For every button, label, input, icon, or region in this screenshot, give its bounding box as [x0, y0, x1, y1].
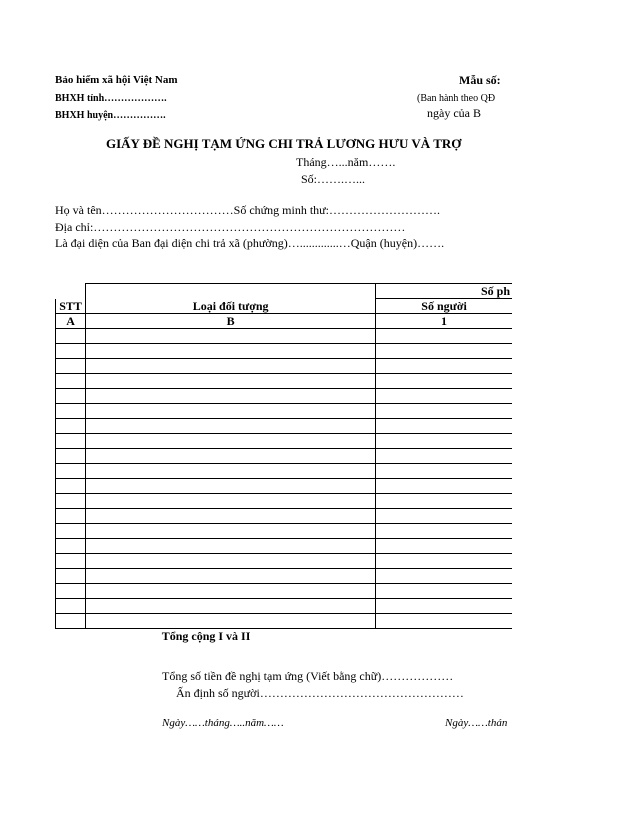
date-left: Ngày……tháng…..năm……: [162, 717, 284, 729]
table-row: [56, 479, 513, 494]
issued-date-line: ngày của B: [427, 106, 481, 120]
total-in-words-line: Tổng số tiền đề nghị tạm ứng (Viết bằng chữ)………………: [162, 669, 454, 683]
fixed-people-line: Ấn định số người……………………………………………: [176, 686, 464, 700]
table-row: [56, 554, 513, 569]
table-row: [56, 464, 513, 479]
table-row: [56, 389, 513, 404]
recipients-table: [55, 283, 512, 643]
table-row: [56, 434, 513, 449]
representative-field: Là đại diện của Ban đại diện chi trả xã (phường)….............…Quận (huyện)…….: [55, 236, 445, 250]
table-row: [56, 374, 513, 389]
table-row: [56, 569, 513, 584]
table-row: [56, 599, 513, 614]
table-row: [56, 344, 513, 359]
col-stt-header: STT: [56, 299, 86, 314]
issued-by-decision: (Ban hành theo QĐ: [417, 93, 496, 104]
agency-name: Bảo hiểm xã hội Việt Nam: [55, 74, 178, 86]
month-year-line: Tháng…...năm…….: [296, 155, 396, 169]
code-b-cell: B: [86, 314, 376, 329]
address-field: Địa chỉ:……………………………………………………………………: [55, 220, 406, 234]
group-header-cell: Số ph: [376, 284, 512, 299]
form-number: Mẫu số:: [459, 73, 501, 87]
table-row: [56, 614, 513, 629]
table-row: [56, 419, 513, 434]
table-row: [56, 584, 513, 599]
code-a-cell: A: [56, 314, 86, 329]
table-row: [56, 539, 513, 554]
col-count-header: Số người: [376, 299, 512, 314]
table-total-row: [56, 629, 513, 644]
name-id-field: Họ và tên……………………………Số chứng minh thư:……………………….: [55, 203, 440, 217]
document-title: GIẤY ĐỀ NGHỊ TẠM ỨNG CHI TRẢ LƯƠNG HƯU VÀ TRỢ: [106, 136, 462, 151]
table-row: [56, 359, 513, 374]
table-row: [56, 449, 513, 464]
table-header-row: [56, 299, 513, 314]
table-group-header-row: [56, 284, 513, 299]
document-number: Số:…….…...: [301, 172, 366, 186]
table-row: [56, 404, 513, 419]
table-row: [56, 494, 513, 509]
total-label: Tổng cộng I và II: [161, 629, 251, 643]
district-office: BHXH huyện…………….: [55, 110, 166, 121]
province-office: BHXH tỉnh……………….: [55, 93, 167, 104]
table-row: [56, 524, 513, 539]
col-type-header: Loại đối tượng: [86, 299, 376, 314]
code-1-cell: 1: [376, 314, 512, 329]
table-code-row: [56, 314, 513, 329]
table-row: [56, 329, 513, 344]
table-row: [56, 509, 513, 524]
date-right: Ngày……thán: [445, 717, 508, 729]
